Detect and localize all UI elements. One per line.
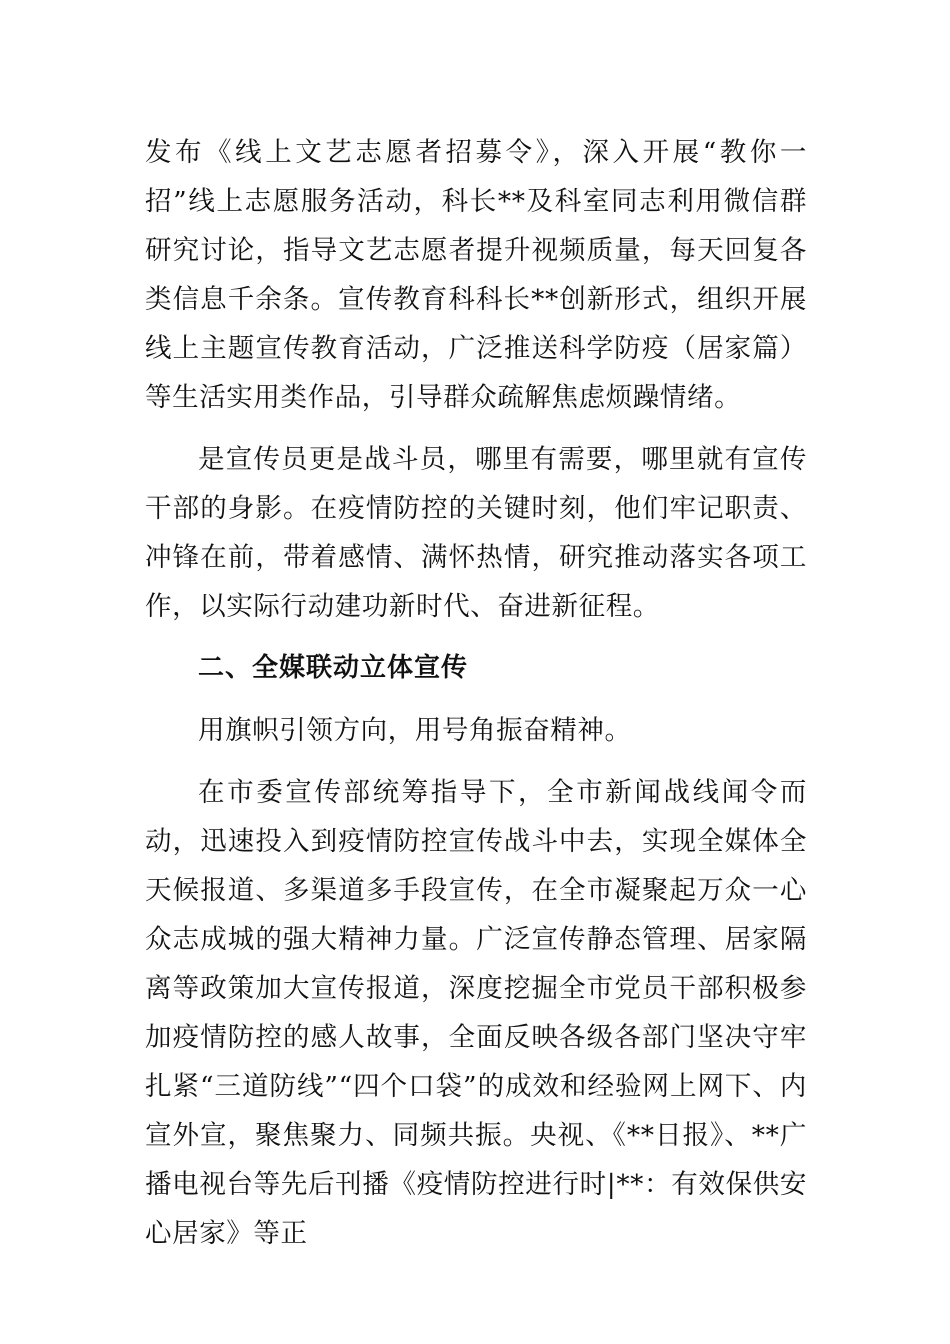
paragraph-news-coverage: 在市委宣传部统筹指导下，全市新闻战线闻令而动，迅速投入到疫情防控宣传战斗中去，实现全媒体全天候报道、多渠道多手段宣传，在全市凝聚起万众一心众志成城的强大精神力量。广泛宣传静态管理、居家隔离等政策加大宣传报道，深度挖掘全市党员干部积极参加疫情防控的感人故事，全面反映各级各部门坚决守牢扎紧“三道防线”“四个口袋”的成效和经验网上网下、内宣外宣，聚焦聚力、同频共振。央视、《**日报》、**广播电视台等先后刊播《疫情防控进行时|**：有效保供安心居家》等正 [145, 777, 807, 1249]
section-heading: 二、全媒联动立体宣传 [198, 653, 469, 683]
paragraph-section-intro: 用旗帜引领方向，用号角振奋精神。 [198, 715, 632, 746]
paragraph-continued: 发布《线上文艺志愿者招募令》，深入开展“教你一招”线上志愿服务活动，科长**及科室同志利用微信群研究讨论，指导文艺志愿者提升视频质量，每天回复各类信息千余条。宣传教育科科长**创新形式，组织开展线上主题宣传教育活动，广泛推送科学防疫（居家篇）等生活实用类作品，引导群众疏解焦虑烦躁情绪。 [145, 137, 807, 413]
document-body [145, 128, 807, 1258]
paragraph-propaganda-cadres: 是宣传员更是战斗员，哪里有需要，哪里就有宣传干部的身影。在疫情防控的关键时刻，他们牢记职责、冲锋在前，带着感情、满怀热情，研究推动落实各项工作，以实际行动建功新时代、奋进新征程。 [145, 444, 807, 622]
